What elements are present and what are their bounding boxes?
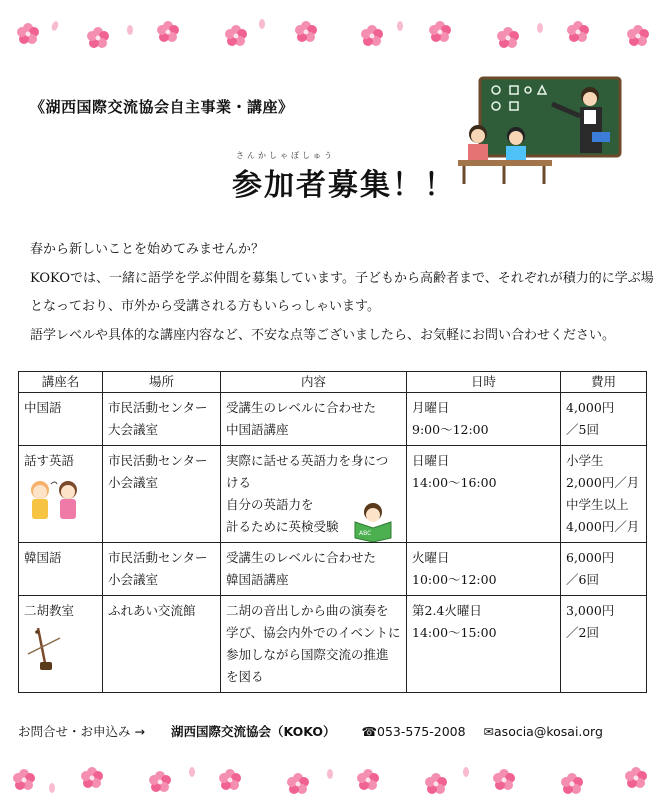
course-datetime: 火曜日 10:00～12:00 [407,543,561,596]
table-row [19,446,647,543]
course-content: 受講生のレベルに合わせた 中国語講座 [221,393,407,446]
column-header-fee: 費用 [561,372,647,393]
column-header-content: 内容 [221,372,407,393]
contact-label: お問合せ・お申込み → [18,724,145,739]
table-row [19,596,647,693]
course-fee: 4,000円 ／5回 [561,393,647,446]
column-header-place: 場所 [103,372,221,393]
course-datetime: 月曜日 9:00～12:00 [407,393,561,446]
intro-line: 語学レベルや具体的な講座内容など、不安な点等ございましたら、お気軽にお問い合わせください。 [30,327,616,343]
email-address[interactable]: ✉asocia@kosai.org [483,724,603,739]
headline-reading: さんかしゃぼしゅう [236,151,335,160]
column-header-datetime: 日時 [407,372,561,393]
cherry-blossom-border-top [0,12,664,52]
course-fee: 6,000円 ／6回 [561,543,647,596]
course-place: ふれあい交流館 [103,596,221,693]
course-content: 二胡の音出しから曲の演奏を 学び、協会内外でのイベントに 参加しながら国際交流の推進 を図る [221,596,407,693]
classroom-illustration [448,74,623,189]
contact-line [18,722,658,740]
intro-line: となっており、市外から受講される方もいらっしゃいます。 [30,299,380,314]
course-content: 実際に話せる英語力を身につ ける 自分の英語力を 計るために英検受験 ABC [221,446,407,543]
cherry-blossom-border-bottom [0,760,664,800]
course-name: 話す英語 [19,446,103,543]
intro-line: KOKOでは、一緒に語学を学ぶ仲間を募集しています。子どもから高齢者まで、それぞれが積力的に学ぶ場 [30,270,654,286]
erhu-icon [24,624,64,674]
course-table [18,371,647,693]
children-talking-icon [24,476,84,522]
svg-text:ABC: ABC [359,530,372,537]
boy-reading-icon [351,502,395,542]
course-name: 中国語 [19,393,103,446]
course-place: 市民活動センター 小会議室 [103,446,221,543]
course-name: 二胡教室 [19,596,103,693]
intro-text [30,236,654,350]
table-row [19,543,647,596]
table-header-row [19,372,647,393]
cherry-blossom-icon [13,767,647,794]
course-name: 韓国語 [19,543,103,596]
course-datetime: 日曜日 14:00～16:00 [407,446,561,543]
column-header-name: 講座名 [19,372,103,393]
course-datetime: 第2.4火曜日 14:00～15:00 [407,596,561,693]
table-row [19,393,647,446]
course-fee: 3,000円 ／2回 [561,596,647,693]
course-fee: 小学生 2,000円／月 中学生以上 4,000円／月 [561,446,647,543]
series-label: 《湖西国際交流協会自主事業・講座》 [30,98,294,116]
course-content: 受講生のレベルに合わせた 韓国語講座 [221,543,407,596]
organization-name: 湖西国際交流協会（KOKO） [170,724,336,739]
cherry-blossom-icon [17,19,649,48]
intro-line: 春から新しいことを始めてみませんか？ [30,242,265,257]
course-place: 市民活動センター 大会議室 [103,393,221,446]
phone-number[interactable]: ☎053-575-2008 [361,724,466,739]
course-place: 市民活動センター 小会議室 [103,543,221,596]
page-title: 参加者募集！！ [232,168,456,203]
